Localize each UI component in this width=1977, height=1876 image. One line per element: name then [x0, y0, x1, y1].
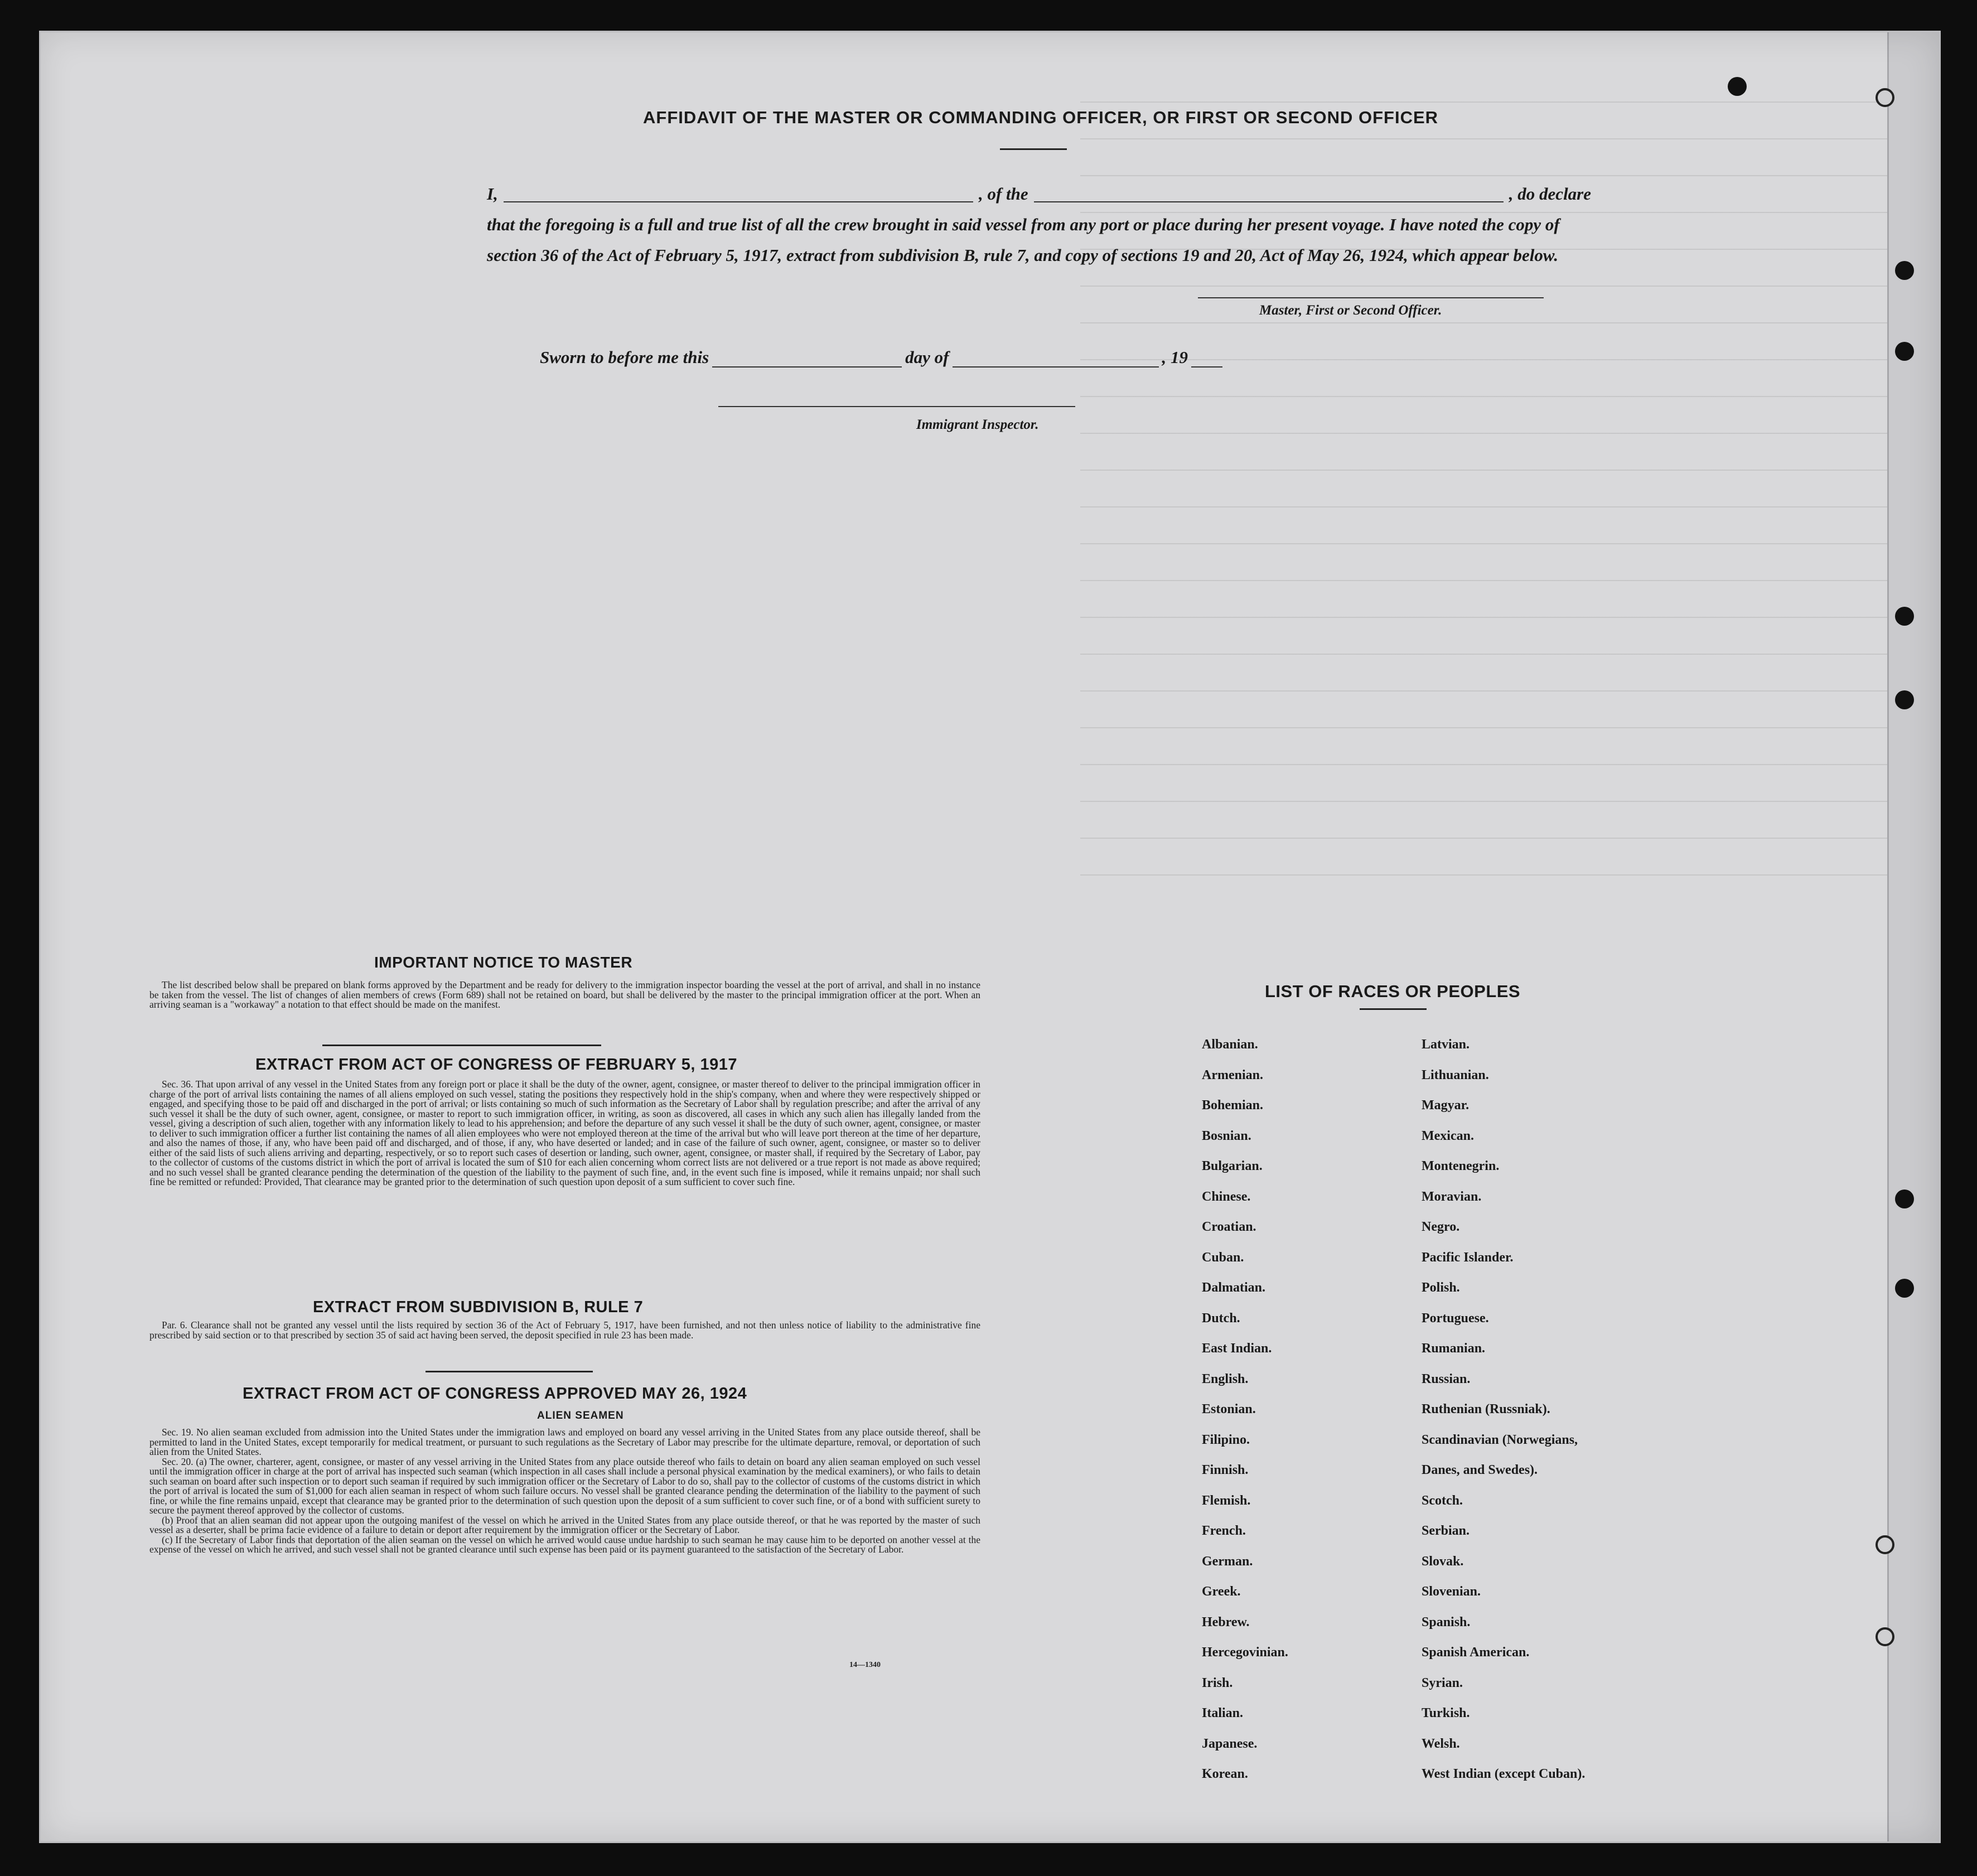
race-item: Ruthenian (Russniak). — [1422, 1402, 1550, 1416]
race-item: Greek. — [1202, 1584, 1241, 1599]
race-item: Magyar. — [1422, 1098, 1470, 1113]
affidavit-title: AFFIDAVIT OF THE MASTER OR COMMANDING OFFICER, OR FIRST OR SECOND OFFICER — [643, 108, 1439, 127]
race-item: English. — [1202, 1371, 1249, 1386]
punch-hole — [1728, 77, 1747, 96]
race-item: Flemish. — [1202, 1493, 1251, 1508]
races-right-column — [1422, 1036, 1585, 1796]
vessel-field[interactable] — [1034, 178, 1504, 202]
race-item: Japanese. — [1202, 1736, 1258, 1751]
section-19-text: Sec. 19. No alien seaman excluded from admission into the United States under the immigration laws and employed on board any vessel arriving in the United States from any place outside thereof, shall be permitted to land in the United States, except temporarily for medical treatment, or pursuant to such regulations as the Secretary of Labor may prescribe for the ultimate departure, removal, or deportation of such alien from the United States. — [149, 1427, 980, 1457]
race-item: Turkish. — [1422, 1706, 1470, 1720]
notice-text: The list described below shall be prepared on blank forms approved by the Department and be ready for delivery to the immigration inspector boarding the vessel at the port of arrival, and shall in no instance be taken from the vessel. The list of changes of alien members of crews (Form 689) shall not be retained on board, but shall be delivered by the master to the principal immigration officer at the port. When an arriving seaman is a "workaway" a notation to that effect should be made on the manifest. — [149, 979, 980, 1010]
race-item: Hercegovinian. — [1202, 1645, 1288, 1660]
race-item: Italian. — [1202, 1706, 1244, 1720]
race-item: Croatian. — [1202, 1220, 1256, 1234]
race-item: Spanish American. — [1422, 1645, 1530, 1660]
race-item: Russian. — [1422, 1371, 1471, 1386]
sworn-text: Sworn to before me this — [540, 347, 709, 367]
affidavit-statement: that the foregoing is a full and true list of all the crew brought in said vessel from any port or place during her present voyage. I have noted the copy of section 36 of the Act of February 5, 1917, extract from subdivision B, rule 7, and copy of sections 19 and 20, Act of May 26, 1924, which appear below. — [487, 215, 1560, 265]
sworn-line — [540, 347, 1226, 368]
inspector-label: Immigrant Inspector. — [916, 417, 1039, 432]
ring-hole — [1876, 88, 1894, 107]
race-item: Polish. — [1422, 1280, 1460, 1295]
rule7-text: Par. 6. Clearance shall not be granted any vessel until the lists required by section 36 of the Act of February 5, 1917, have been furnished, and not then unless notice of liability to the administrative fine prescribed by said section or to that prescribed by section 35 of said act having been served, the deposit specified in rule 23 has been made. — [149, 1319, 980, 1341]
divider — [322, 1045, 601, 1046]
race-item: Hebrew. — [1202, 1614, 1250, 1630]
manifest-page — [39, 31, 1941, 1843]
affidavit-declaration-line — [487, 178, 1591, 209]
race-item: Pacific Islander. — [1422, 1250, 1514, 1265]
notice-body — [149, 980, 980, 1010]
race-item: Negro. — [1422, 1220, 1460, 1234]
race-item: Mexican. — [1422, 1128, 1474, 1143]
day-of-text: day of — [905, 347, 949, 367]
extract-1924-body — [149, 1428, 980, 1555]
race-item: East Indian. — [1202, 1341, 1272, 1356]
race-item: Albanian. — [1202, 1037, 1258, 1052]
notice-title: IMPORTANT NOTICE TO MASTER — [374, 954, 633, 971]
punch-hole — [1895, 1279, 1914, 1298]
rule7-title: EXTRACT FROM SUBDIVISION B, RULE 7 — [313, 1298, 644, 1316]
master-signature-label: Master, First or Second Officer. — [1259, 303, 1442, 318]
race-item: Bohemian. — [1202, 1098, 1264, 1113]
rule7-body — [149, 1321, 980, 1340]
race-item: Syrian. — [1422, 1675, 1463, 1690]
race-item: Latvian. — [1422, 1037, 1470, 1052]
race-item: Danes, and Swedes). — [1422, 1463, 1538, 1477]
affidavit-i: I, — [487, 184, 498, 204]
race-item: Scotch. — [1422, 1493, 1463, 1508]
race-item: Lithuanian. — [1422, 1067, 1489, 1082]
extract-1924-title: EXTRACT FROM ACT OF CONGRESS APPROVED MAY 26, 1924 — [243, 1385, 747, 1403]
race-item: Spanish. — [1422, 1614, 1471, 1630]
race-item: Montenegrin. — [1422, 1159, 1500, 1173]
alien-seamen-subtitle: ALIEN SEAMEN — [537, 1410, 624, 1421]
extract-1917-body — [149, 1080, 980, 1187]
sworn-month-field[interactable] — [953, 351, 1159, 368]
race-item: Filipino. — [1202, 1432, 1250, 1447]
race-item: Chinese. — [1202, 1189, 1251, 1204]
race-item: Bulgarian. — [1202, 1159, 1263, 1173]
master-signature-line[interactable] — [1198, 297, 1544, 298]
punch-hole — [1895, 1190, 1914, 1208]
affidavit-body — [487, 178, 1591, 270]
section-20c-text: (c) If the Secretary of Labor finds that deportation of the alien seaman on the vessel on which he arrived would cause undue hardship to such seaman he may cause him to be deported on another vessel at the expense of the vessel on which he arrived, and such vessel shall not be granted clearance until such expense has been paid or its payment guaranteed to the satisfaction of the Secretary of Labor. — [149, 1534, 980, 1555]
race-item: Estonian. — [1202, 1402, 1256, 1416]
race-item: Cuban. — [1202, 1250, 1244, 1265]
race-item: Slovenian. — [1422, 1584, 1481, 1599]
races-divider — [1360, 1008, 1427, 1010]
race-item: Rumanian. — [1422, 1341, 1486, 1356]
ring-hole — [1876, 1535, 1894, 1554]
race-item: West Indian (except Cuban). — [1422, 1767, 1586, 1781]
title-divider — [1000, 148, 1067, 150]
races-title: LIST OF RACES OR PEOPLES — [1265, 981, 1521, 1001]
race-item: Armenian. — [1202, 1067, 1263, 1082]
binding-strip — [1887, 32, 1939, 1843]
ring-hole — [1876, 1627, 1894, 1646]
race-item: Slovak. — [1422, 1554, 1464, 1569]
year-prefix: , 19 — [1162, 347, 1188, 367]
race-item: French. — [1202, 1524, 1246, 1538]
race-item: Irish. — [1202, 1675, 1233, 1690]
race-item: Welsh. — [1422, 1736, 1460, 1751]
race-item: Dutch. — [1202, 1311, 1240, 1326]
race-item: Dalmatian. — [1202, 1280, 1265, 1295]
race-item: German. — [1202, 1554, 1253, 1569]
punch-hole — [1895, 342, 1914, 361]
race-item: Scandinavian (Norwegians, — [1422, 1432, 1578, 1447]
punch-hole — [1895, 690, 1914, 709]
race-item: Moravian. — [1422, 1189, 1482, 1204]
name-field[interactable] — [504, 178, 973, 202]
affidavit-of-the: , of the — [978, 184, 1028, 204]
inspector-signature-line[interactable] — [718, 406, 1075, 407]
divider — [426, 1371, 593, 1372]
form-number: 14—1340 — [849, 1661, 881, 1669]
punch-hole — [1895, 261, 1914, 280]
section-20a-text: Sec. 20. (a) The owner, charterer, agent, consignee, or master of any vessel arriving in the United States from any place outside thereof who fails to detain on board any alien seaman employed on such vessel until the immigration officer in charge at the port of arrival has inspected such seaman (which inspection in all cases shall include a personal physical examination by the medical examiners), or who fails to detain such seaman on board after such inspection or to deport such seaman if required by such immigration officer or the Secretary of Labor to do so, shall pay to the collector of customs of the customs district in which the port of arrival is located the sum of $1,000 for each alien seaman in respect of whom such failure occurs. No vessel shall be granted clearance pending the determination of the liability to the payment of such fine, or while the fine remains unpaid, except that clearance may be granted prior to the determination of such question upon the deposit of a sum sufficient to cover such fine, or of a bond with sufficient surety to secure the payment thereof approved by the collector of customs. — [149, 1456, 980, 1516]
section-36-text: Sec. 36. That upon arrival of any vessel in the United States from any foreign port or place it shall be the duty of the owner, agent, consignee, or master thereof to deliver to the principal immigration officer in charge of the port of arrival lists containing the names of all aliens employed on such vessel, stating the positions they respectively hold in the ship's company, when and where they were respectively shipped or engaged, and specifying those to be paid off and discharged in the port of arrival; or lists containing so much of such information as the Secretary of Labor shall by regulation prescribe; and after the arrival of any such vessel it shall be the duty of such owner, agent, consignee, or master to report to such immigration officer, in writing, as soon as discovered, all cases in which any such alien has illegally landed from the vessel, giving a description of such alien, together with any information likely to lead to his apprehension; and before the departure of any such vessel it shall be the duty of such owner, agent, consignee, or master to deliver to such immigration officer a further list containing the names of all alien employees who were not employed thereon at the time of the arrival but who will leave port thereon at the time of her departure, and also the names of those, if any, who have been paid off and discharged, and of those, if any, who have deserted or landed; and in case of the failure of such owner, agent, consignee, or master so to deliver either of the said lists of such aliens arriving and departing, respectively, or so to report such cases of desertion or landing, such owner, agent, consignee, or master shall, if required by the Secretary of Labor, pay to the collector of customs of the customs district in which the port of arrival is located the sum of $10 for each alien concerning whom correct lists are not delivered or a true report is not made as above required; and no such vessel shall be granted clearance pending the determination of the question of the liability to the payment of such fine, and, in the event such fine is imposed, while it remains unpaid; nor shall such fine be remitted or refunded: Provided, That clearance may be granted prior to the determination of such question upon deposit of a sum sufficient to cover such fine. — [149, 1079, 980, 1187]
punch-hole — [1895, 607, 1914, 626]
race-item: Serbian. — [1422, 1524, 1470, 1538]
races-left-column — [1202, 1036, 1288, 1796]
race-item: Korean. — [1202, 1767, 1248, 1781]
section-20b-text: (b) Proof that an alien seaman did not appear upon the outgoing manifest of the vessel on which he arrived in the United States from any place outside thereof, or that he was reported by the master of such vessel as a deserter, shall be prima facie evidence of a failure to detain or deport after requirement by the immigration officer or the Secretary of Labor. — [149, 1514, 980, 1535]
race-item: Finnish. — [1202, 1463, 1249, 1477]
race-item: Portuguese. — [1422, 1311, 1489, 1326]
extract-1917-title: EXTRACT FROM ACT OF CONGRESS OF FEBRUARY 5, 1917 — [255, 1056, 738, 1074]
affidavit-declare: , do declare — [1509, 184, 1592, 204]
race-item: Bosnian. — [1202, 1128, 1251, 1143]
sworn-day-field[interactable] — [712, 351, 902, 368]
sworn-year-field[interactable] — [1191, 351, 1222, 368]
